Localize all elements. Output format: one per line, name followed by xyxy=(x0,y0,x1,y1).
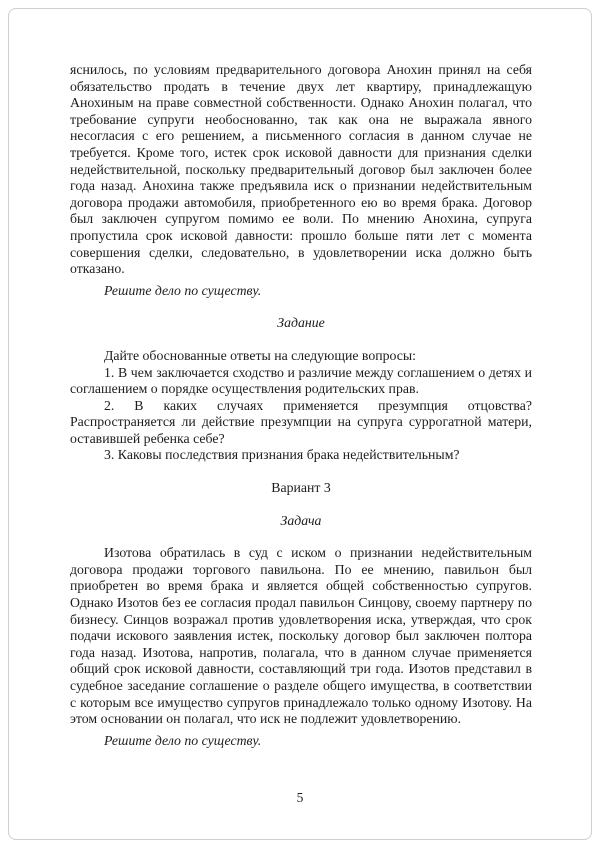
question-1: 1. В чем заключается сходство и различие между соглашением о детях и соглашением о порядке осуществления родительских прав. xyxy=(70,364,532,397)
decide-instruction-2: Решите дело по существу. xyxy=(104,732,262,748)
page-content xyxy=(70,62,532,749)
paragraph-anokhin-case: яснилось, по условиям предварительного договора Анохин принял на себя обязательство продать в течение двух лет квартиру, принадлежащую Анохиным на праве совместной собственности. Однако Анохин полагал, что требование супруги необоснованно, так как она не выражала явного несогласия с его решением, а письменного согласия в данном случае не требуется. Кроме того, истек срок исковой давности для признания сделки недействительной, поскольку предварительный договор был заключен более года назад. Анохина также предъявила иск о признании недействительным договора продажи автомобиля, приобретенного ею во время брака. Договор был заключен супругом помимо ее воли. По мнению Анохина, супруга пропустила срок исковой давности: прошло больше пяти лет с момента совершения сделки, следовательно, в удовлетворении иска должно быть отказано. xyxy=(70,62,532,277)
heading-zadacha: Задача xyxy=(280,512,322,528)
heading-variant-3: Вариант 3 xyxy=(271,480,331,496)
page-number: 5 xyxy=(296,790,304,805)
questions-intro: Дайте обоснованные ответы на следующие вопросы: xyxy=(104,347,416,363)
decide-instruction-1: Решите дело по существу. xyxy=(104,282,262,298)
heading-zadanie: Задание xyxy=(277,315,325,331)
question-3: 3. Каковы последствия признания брака недействительным? xyxy=(104,447,460,463)
paragraph-izotova-case: Изотова обратилась в суд с иском о признании недействительным договора продажи торгового павильона. По ее мнению, павильон был приобретен во время брака и является общей собственностью супругов. Однако Изотов без ее согласия продал павильон Синцову, своему партнеру по бизнесу. Синцов возражал против удовлетворения иска, утверждая, что срок подачи искового заявления истек, поскольку договор был заключен полтора года назад. Изотова, напротив, полагала, что в данном случае применяется общий срок исковой давности, составляющий три года. Изотов представил в судебное заседание соглашение о разделе общего имущества, в соответствии с которым все имущество супругов принадлежало только одному Изотову. На этом основании он полагал, что иск не подлежит удовлетворению. xyxy=(70,545,532,727)
question-2: 2. В каких случаях применяется презумпция отцовства? Распространяется ли действие презумпции на супруга суррогатной матери, оставившей ребенка себе? xyxy=(70,397,532,446)
